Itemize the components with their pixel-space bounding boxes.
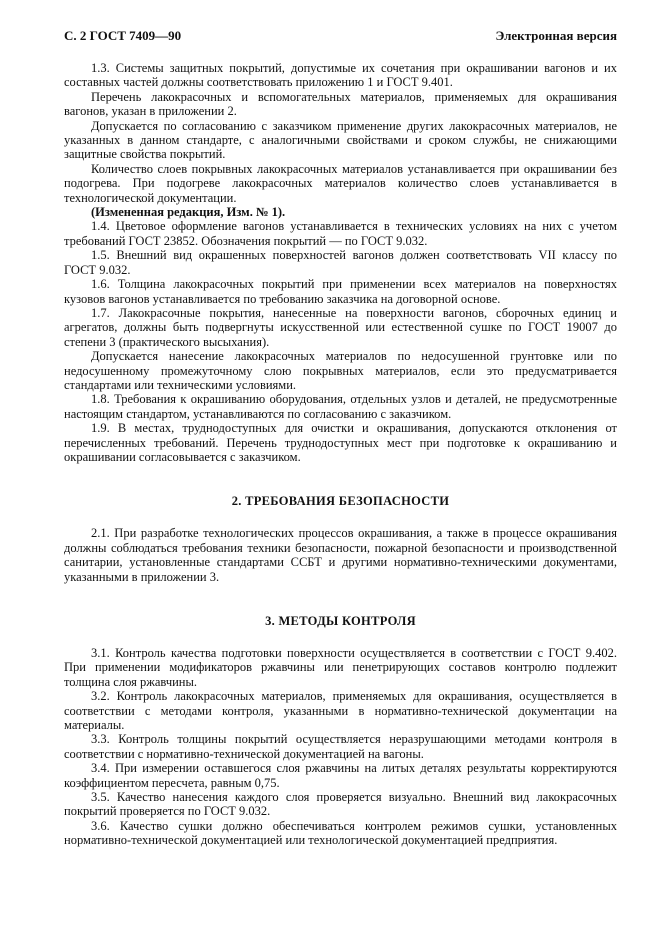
paragraph: 1.8. Требования к окрашиванию оборудования, отдельных узлов и деталей, не предусмотренные настоящим стандартом, устанавливаются по согласованию с заказчиком. bbox=[64, 392, 617, 421]
section-3-heading: 3. МЕТОДЫ КОНТРОЛЯ bbox=[265, 614, 416, 628]
paragraph: 3.4. При измерении оставшегося слоя ржавчины на литых деталях результаты корректируются коэффициентом пересчета, равным 0,75. bbox=[64, 761, 617, 790]
paragraph: Допускается по согласованию с заказчиком применение других лакокрасочных материалов, не указанных в данном стандарте, с аналогичными свойствами и сроком службы, не снижающими защитные свойства покрытий. bbox=[64, 118, 617, 162]
paragraph: 1.3. Системы защитных покрытий, допустимые их сочетания при окрашивании вагонов и их составных частей должны соответствовать приложению 1 и ГОСТ 9.401. bbox=[64, 61, 617, 90]
paragraph: 3.3. Контроль толщины покрытий осуществляется неразрушающими методами контроля в соответствии с нормативно-технической документацией на вагоны. bbox=[64, 732, 617, 761]
paragraph: 1.5. Внешний вид окрашенных поверхностей вагонов должен соответствовать VII классу по ГОСТ 9.032. bbox=[64, 248, 617, 277]
paragraph: 1.4. Цветовое оформление вагонов устанавливается в технических условиях на них с учетом требований ГОСТ 23852. Обозначения покрытий — по ГОСТ 9.032. bbox=[64, 219, 617, 248]
paragraph: Перечень лакокрасочных и вспомогательных материалов, применяемых для окрашивания вагонов, указан в приложении 2. bbox=[64, 89, 617, 119]
paragraph: 1.6. Толщина лакокрасочных покрытий при применении всех материалов на поверхностях кузовов вагонов устанавливается по требованию заказчика на договорной основе. bbox=[64, 277, 617, 306]
page-header bbox=[64, 28, 617, 44]
amendment-note: (Измененная редакция, Изм. № 1). bbox=[91, 205, 286, 220]
paragraph: 3.5. Качество нанесения каждого слоя проверяется визуально. Внешний вид лакокрасочных покрытий проверяется по ГОСТ 9.032. bbox=[64, 790, 617, 819]
paragraph: 3.1. Контроль качества подготовки поверхности осуществляется в соответствии с ГОСТ 9.402. При применении модификаторов ржавчины или пенетрирующих составов контролю подлежит толщина слоя ржавчины. bbox=[64, 646, 617, 689]
paragraph: Допускается нанесение лакокрасочных материалов по недосушенной грунтовке или по недосушенному промежуточному слою покрывных материалов, если это предусматривается стандартами или техническими условиями. bbox=[64, 349, 617, 392]
page-header-left: С. 2 ГОСТ 7409—90 bbox=[64, 28, 182, 43]
section-2-heading: 2. ТРЕБОВАНИЯ БЕЗОПАСНОСТИ bbox=[231, 494, 450, 509]
paragraph: 3.6. Качество сушки должно обеспечиваться контролем режимов сушки, установленных нормативно-технической документацией или технологической документацией предприятия. bbox=[64, 818, 617, 848]
document-body bbox=[64, 61, 617, 848]
section-2 bbox=[64, 464, 617, 584]
paragraph: 1.7. Лакокрасочные покрытия, нанесенные на поверхности вагонов, сборочных единиц и агрегатов, должны быть подвергнуты искусственной или естественной сушке по ГОСТ 19007 до степени 3 (практического высыхания). bbox=[64, 305, 617, 349]
section-3 bbox=[64, 584, 617, 848]
paragraph: 1.9. В местах, труднодоступных для очистки и окрашивания, допускаются отклонения от перечисленных требований. Перечень труднодоступных мест при подготовке к окрашиванию и окрашивании согласовывается с заказчиком. bbox=[64, 421, 617, 464]
paragraph: Количество слоев покрывных лакокрасочных материалов устанавливается при окрашивании без подогрева. При подогреве лакокрасочных материалов количество слоев устанавливается в технологической документации. bbox=[64, 161, 617, 205]
section-1 bbox=[64, 61, 617, 464]
page-header-right: Электронная версия bbox=[495, 28, 617, 43]
paragraph: 2.1. При разработке технологических процессов окрашивания, а также в процессе окрашивания должны соблюдаться требования техники безопасности, пожарной безопасности и производственной санитарии, установленные стандартами ССБТ и другими нормативно-техническими документами, указанными в приложении 3. bbox=[64, 526, 617, 584]
paragraph: 3.2. Контроль лакокрасочных материалов, применяемых для окрашивания, осуществляется в соответствии с методами контроля, указанными в нормативно-технической документации на материалы. bbox=[64, 689, 617, 733]
